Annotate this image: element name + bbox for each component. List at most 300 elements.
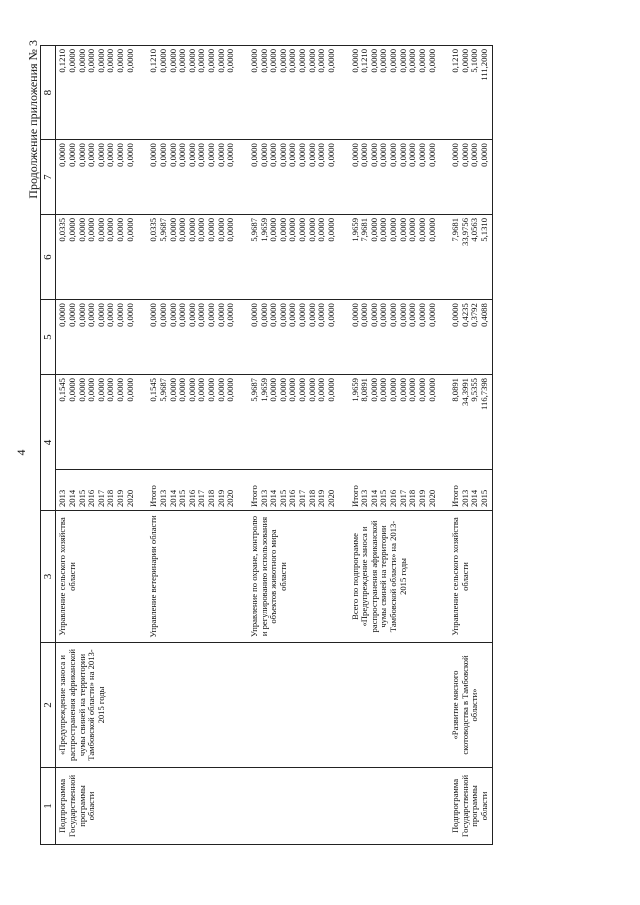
value-cell: 0,1545 [57,378,68,402]
value-column-cell [449,375,492,470]
value-cell: 0,0000 [287,378,298,402]
value-cell: 0,4088 [479,303,490,327]
value-cell: 0,0000 [416,303,427,327]
value-cell: 0,0000 [167,218,178,242]
value-cell: 0,0000 [306,49,317,73]
value-column-cell [56,300,138,375]
value-cell: 0,0000 [124,49,135,73]
year-cell [56,470,138,511]
value-cell: 0,0000 [66,303,77,327]
value-cell: 0,0000 [426,218,437,242]
year-label: 2014 [167,489,178,507]
value-column-cell [248,300,339,375]
column-header: 7 [41,140,56,215]
program-type-cell [349,768,440,845]
value-cell: 0,0335 [57,218,68,242]
year-label: Итого [148,485,159,507]
value-cell: 1,9659 [349,218,360,242]
spacer-cell [439,215,449,300]
value-cell: 0,0000 [115,218,126,242]
value-column-cell [56,215,138,300]
spacer-cell [439,511,449,643]
value-cell: 0,0000 [76,143,87,167]
value-cell: 0,0000 [325,303,336,327]
value-cell: 0,0000 [287,49,298,73]
executor-cell: Управление по охране, контролю и регулированию использования объектов животного мира области [248,511,339,643]
value-cell: 0,0000 [306,378,317,402]
value-cell: 0,0000 [105,378,116,402]
value-cell: 0,0000 [297,378,308,402]
spacer-cell [339,215,349,300]
value-column-cell [147,300,238,375]
year-label: 2014 [469,489,480,507]
program-type-cell: Подпрограмма Государственной программы области [56,768,138,845]
year-label: 2020 [124,489,135,507]
value-cell: 0,0000 [378,143,389,167]
value-cell: 0,0000 [95,49,106,73]
value-cell: 0,0000 [378,218,389,242]
value-column-cell [248,375,339,470]
value-cell: 0,0000 [325,49,336,73]
year-label: 2014 [368,489,379,507]
section-row [449,46,492,845]
column-header: 5 [41,300,56,375]
spacer-cell [238,215,248,300]
year-label: 2018 [407,489,418,507]
value-cell: 7,9681 [359,218,370,242]
year-label: 2019 [416,489,427,507]
value-cell: 0,0000 [378,49,389,73]
value-cell: 5,9687 [248,378,259,402]
value-column-cell [56,140,138,215]
value-cell: 0,0000 [268,218,279,242]
value-cell: 0,0000 [306,303,317,327]
value-cell: 0,0000 [167,303,178,327]
spacer-cell [137,768,147,845]
year-label: 2017 [95,489,106,507]
value-cell: 0,0000 [86,143,97,167]
spacer-cell [439,375,449,470]
spacer-cell [137,643,147,768]
value-cell: 0,0000 [277,218,288,242]
value-cell: 0,0000 [397,378,408,402]
value-cell: 0,0000 [196,49,207,73]
year-cell [349,470,440,511]
value-cell: 0,0000 [206,143,217,167]
spacer-cell [439,643,449,768]
value-cell: 0,3792 [469,303,480,327]
value-cell: 0,0000 [359,303,370,327]
value-cell: 0,0000 [115,143,126,167]
value-cell: 1,9659 [258,218,269,242]
value-cell: 0,0000 [459,49,470,73]
section-row [147,46,238,845]
value-cell: 0,0000 [167,49,178,73]
value-cell: 0,0000 [416,49,427,73]
value-cell: 0,0000 [177,378,188,402]
spacer-cell [339,300,349,375]
value-cell: 0,0000 [426,49,437,73]
spacer-cell [339,643,349,768]
value-cell: 0,0000 [177,218,188,242]
value-cell: 0,0000 [177,143,188,167]
value-cell: 0,0000 [177,303,188,327]
year-cell [147,470,238,511]
spacer-cell [137,375,147,470]
value-cell: 0,0000 [57,303,68,327]
value-cell: 0,0000 [225,49,236,73]
value-cell: 0,0000 [426,378,437,402]
spacer-cell [238,643,248,768]
value-cell: 34,3991 [459,378,470,406]
value-cell: 0,0000 [397,143,408,167]
value-cell: 0,0000 [86,378,97,402]
year-label: 2015 [479,489,490,507]
funding-table [40,45,493,845]
program-type-cell: Подпрограмма Государственной программы области [449,768,492,845]
value-cell: 0,0000 [225,143,236,167]
value-cell: 0,0000 [277,303,288,327]
year-label: 2019 [215,489,226,507]
spacer-row [137,46,147,845]
value-cell: 0,0335 [148,218,159,242]
value-cell: 0,0000 [95,218,106,242]
value-cell: 0,0000 [368,303,379,327]
program-type-cell [147,768,238,845]
value-cell: 0,0000 [426,303,437,327]
spacer-cell [339,768,349,845]
spacer-cell [137,140,147,215]
value-cell: 0,0000 [407,218,418,242]
value-cell: 0,0000 [66,143,77,167]
value-cell: 0,0000 [407,303,418,327]
value-cell: 0,0000 [316,218,327,242]
value-column-cell [449,140,492,215]
spacer-cell [238,46,248,140]
value-cell: 111,2000 [479,49,490,81]
year-label: 2018 [206,489,217,507]
spacer-cell [238,375,248,470]
value-cell: 0,0000 [206,378,217,402]
year-label: 2015 [76,489,87,507]
value-cell: 0,0000 [316,49,327,73]
value-column-cell [248,46,339,140]
value-cell: 0,0000 [248,49,259,73]
spacer-cell [439,470,449,511]
value-cell: 0,0000 [297,143,308,167]
value-cell: 0,0000 [66,49,77,73]
value-cell: 0,0000 [215,49,226,73]
value-cell: 0,0000 [368,218,379,242]
spacer-cell [238,300,248,375]
value-cell: 0,0000 [167,378,178,402]
value-cell: 0,0000 [196,218,207,242]
value-cell: 0,0000 [124,143,135,167]
value-cell: 116,7398 [479,378,490,410]
column-header: 4 [41,375,56,511]
value-cell: 0,0000 [268,303,279,327]
value-cell: 0,0000 [95,143,106,167]
value-cell: 0,1545 [148,378,159,402]
spacer-cell [339,46,349,140]
value-cell: 0,0000 [287,143,298,167]
year-label: 2016 [287,489,298,507]
value-cell: 0,0000 [105,49,116,73]
value-cell: 0,0000 [258,49,269,73]
appendix-caption: Продолжение приложения № 3 [26,40,40,199]
executor-cell: Управление сельского хозяйства области [449,511,492,643]
value-cell: 7,9681 [450,218,461,242]
value-column-cell [349,300,440,375]
value-cell: 0,0000 [450,143,461,167]
spacer-cell [238,470,248,511]
program-name-cell: «Развитие мясного скотоводства в Тамбовской области» [449,643,492,768]
value-cell: 0,0000 [258,143,269,167]
value-cell: 0,0000 [268,378,279,402]
value-cell: 0,0000 [450,303,461,327]
year-cell [248,470,339,511]
value-cell: 0,0000 [225,378,236,402]
value-cell: 0,0000 [287,303,298,327]
value-cell: 0,0000 [148,143,159,167]
value-cell: 0,0000 [124,378,135,402]
value-cell: 5,9687 [248,218,259,242]
value-cell: 0,0000 [148,303,159,327]
value-cell: 33,9756 [459,218,470,246]
year-label: 2013 [157,489,168,507]
column-header: 8 [41,46,56,140]
value-cell: 0,0000 [297,49,308,73]
value-column-cell [56,375,138,470]
column-header: 2 [41,643,56,768]
value-cell: 1,9659 [258,378,269,402]
column-header: 1 [41,768,56,845]
value-cell: 0,0000 [388,303,399,327]
value-cell: 0,0000 [388,218,399,242]
value-cell: 0,0000 [124,218,135,242]
value-cell: 0,0000 [206,303,217,327]
value-cell: 0,0000 [316,143,327,167]
column-number-row [41,46,56,845]
value-column-cell [449,215,492,300]
year-label: 2014 [66,489,77,507]
value-cell: 0,0000 [316,378,327,402]
value-cell: 0,0000 [66,378,77,402]
value-cell: 0,0000 [86,218,97,242]
value-cell: 0,0000 [397,218,408,242]
page-number: 4 [14,449,28,456]
value-cell: 0,0000 [407,378,418,402]
value-cell: 0,0000 [206,218,217,242]
value-cell: 0,0000 [268,143,279,167]
program-name-cell [147,643,238,768]
value-cell: 0,0000 [268,49,279,73]
year-label: 2015 [177,489,188,507]
value-cell: 0,0000 [206,49,217,73]
value-cell: 0,0000 [459,143,470,167]
value-cell: 0,0000 [368,49,379,73]
value-cell: 0,0000 [368,378,379,402]
spacer-cell [339,470,349,511]
year-label: 2016 [186,489,197,507]
value-cell: 0,0000 [397,303,408,327]
value-cell: 0,0000 [105,143,116,167]
value-cell: 1,9659 [349,378,360,402]
value-cell: 0,0000 [248,303,259,327]
table-body [56,46,492,845]
value-cell: 0,0000 [115,49,126,73]
value-cell: 0,0000 [325,218,336,242]
value-cell: 5,1000 [469,49,480,73]
year-label: 2020 [325,489,336,507]
value-cell: 0,1210 [57,49,68,73]
value-cell: 0,0000 [95,378,106,402]
value-cell: 0,0000 [186,218,197,242]
year-label: 2020 [225,489,236,507]
value-cell: 0,0000 [76,378,87,402]
value-cell: 0,0000 [86,49,97,73]
value-cell: 9,5355 [469,378,480,402]
year-label: Итого [450,485,461,507]
value-cell: 0,0000 [479,143,490,167]
year-label: 2016 [86,489,97,507]
value-cell: 0,0000 [297,218,308,242]
year-label: 2013 [459,489,470,507]
program-name-cell [349,643,440,768]
value-cell: 8,0891 [450,378,461,402]
section-row [248,46,339,845]
spacer-cell [238,768,248,845]
value-cell: 0,0000 [407,143,418,167]
value-cell: 5,1310 [479,218,490,242]
program-name-cell [248,643,339,768]
year-label: 2013 [258,489,269,507]
value-cell: 0,1210 [450,49,461,73]
section-row [349,46,440,845]
value-cell: 0,0000 [177,49,188,73]
section-row [56,46,138,845]
value-cell: 0,0000 [186,303,197,327]
value-cell: 0,0000 [196,143,207,167]
value-cell: 0,0000 [416,218,427,242]
spacer-cell [238,140,248,215]
year-label: 2018 [105,489,116,507]
value-cell: 0,0000 [306,143,317,167]
spacer-cell [439,46,449,140]
value-column-cell [248,140,339,215]
spacer-cell [439,300,449,375]
value-cell: 0,0000 [306,218,317,242]
value-column-cell [349,215,440,300]
value-cell: 0,0000 [407,49,418,73]
year-label: 2015 [277,489,288,507]
value-cell: 5,9687 [157,378,168,402]
value-cell: 0,0000 [225,303,236,327]
value-cell: 0,0000 [124,303,135,327]
spacer-cell [137,511,147,643]
year-label: 2015 [378,489,389,507]
value-cell: 0,0000 [225,218,236,242]
value-column-cell [349,140,440,215]
value-cell: 0,0000 [287,218,298,242]
value-cell: 0,0000 [215,143,226,167]
spacer-row [439,46,449,845]
value-cell: 0,0000 [167,143,178,167]
spacer-row [238,46,248,845]
value-column-cell [56,46,138,140]
year-label: 2016 [388,489,399,507]
spacer-cell [339,140,349,215]
value-cell: 0,0000 [76,303,87,327]
value-cell: 0,0000 [277,143,288,167]
executor-cell: Управление ветеринарии области [147,511,238,643]
year-label: Итого [248,485,259,507]
value-cell: 0,0000 [258,303,269,327]
spacer-cell [339,511,349,643]
value-cell: 0,0000 [105,218,116,242]
value-cell: 8,0891 [359,378,370,402]
value-cell: 0,0000 [416,378,427,402]
value-cell: 0,0000 [157,49,168,73]
spacer-cell [439,140,449,215]
value-cell: 0,0000 [349,303,360,327]
value-cell: 0,0000 [388,49,399,73]
spacer-row [339,46,349,845]
value-cell: 0,0000 [66,218,77,242]
value-cell: 0,0000 [157,303,168,327]
year-label: 2018 [306,489,317,507]
value-cell: 0,0000 [215,218,226,242]
value-cell: 0,0000 [378,378,389,402]
value-column-cell [349,375,440,470]
value-cell: 0,0000 [316,303,327,327]
executor-cell: Всего по подпрограмме «Предупреждение заноса и распространения африканской чумы свиней на территории Тамбовской области» на 2013-2015 годы [349,511,440,643]
year-label: 2013 [359,489,370,507]
value-cell: 0,0000 [115,378,126,402]
spacer-cell [137,470,147,511]
year-cell [449,470,492,511]
value-cell: 0,0000 [277,49,288,73]
value-cell: 0,0000 [186,49,197,73]
value-cell: 0,0000 [57,143,68,167]
spacer-cell [137,215,147,300]
year-label: 2014 [268,489,279,507]
year-label: 2013 [57,489,68,507]
value-column-cell [449,300,492,375]
year-label: Итого [349,485,360,507]
value-cell: 0,0000 [215,378,226,402]
value-cell: 0,0000 [388,378,399,402]
value-cell: 0,0000 [277,378,288,402]
year-label: 2020 [426,489,437,507]
value-cell: 0,0000 [388,143,399,167]
value-cell: 0,0000 [86,303,97,327]
spacer-cell [137,46,147,140]
year-label: 2017 [397,489,408,507]
value-cell: 0,0000 [186,378,197,402]
value-cell: 0,0000 [469,143,480,167]
spacer-cell [238,511,248,643]
value-cell: 0,0000 [397,49,408,73]
value-cell: 0,0000 [157,143,168,167]
value-cell: 0,0000 [76,49,87,73]
program-type-cell [248,768,339,845]
value-cell: 0,1210 [359,49,370,73]
value-cell: 0,0000 [248,143,259,167]
value-cell: 0,1210 [148,49,159,73]
value-column-cell [147,140,238,215]
value-cell: 0,0000 [95,303,106,327]
